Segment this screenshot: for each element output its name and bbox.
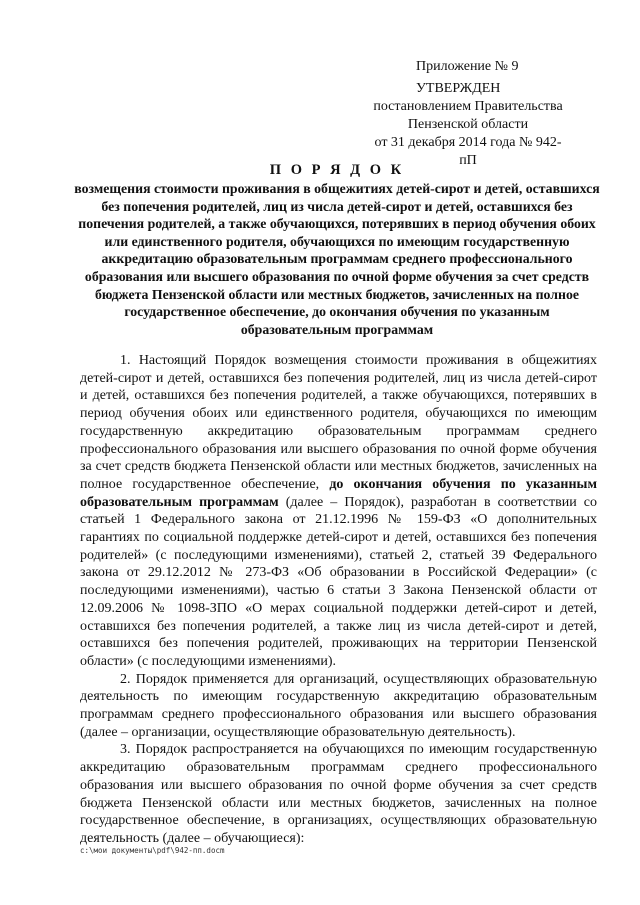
approval-header [372, 58, 602, 170]
approved-by-region: Пензенской области [407, 117, 529, 132]
document-subtitle: возмещения стоимости проживания в общежитиях детей-сирот и детей, оставшихся без попечения родителей, лиц из числа детей-сирот и детей, оставшихся без попечения родителей, а также обучающихся, потерявших в период обучения обоих или единственного родителя, обучающихся по имеющим государственную аккредитацию образовательным программам среднего профессионального образования или высшего образования по очной форме обучения за счет средств бюджета Пензенской области или местных бюджетов, зачисленных на полное государственное обеспечение, до окончания обучения по указанным образовательным программам [74, 181, 600, 337]
paragraph-1-bold: до окончания обучения по указанным образовательным программам [80, 476, 597, 510]
file-path-footer: c:\мои документы\pdf\942-пп.docm [80, 846, 225, 855]
paragraph-2: 2. Порядок применяется для организаций, осуществляющих образовательную деятельность по имеющим государственную аккредитацию образовательным программам среднего профессионального образования или высшего образования (далее – организации, осуществляющие образовательную деятельность). [80, 671, 597, 740]
appendix-number: Приложение № 9 [416, 59, 519, 74]
document-title-block [72, 160, 602, 338]
paragraph-1-start: 1. Настоящий Порядок возмещения стоимости проживания в общежитиях детей-сирот и детей, оставшихся без попечения родителей, лиц из числа детей-сирот и детей, оставшихся без попечения родителей, а также обучающихся, потерявших в период обучения обоих или единственного родителя, обучающихся по имеющим государственную аккредитацию образовательным программам среднего профессионального образования или высшего образования по очной форме обучения за счет средств бюджета Пензенской области или местных бюджетов, зачисленных на полное государственное обеспечение, [80, 353, 597, 492]
approved-by-date: от 31 декабря 2014 года № 942-пП [374, 135, 562, 168]
paragraph-1-end: (далее – Порядок), разработан в соответствии со статьей 1 Федерального закона от 21.12.1996 № 159-ФЗ «О дополнительных гарантиях по социальной поддержке детей-сирот и детей, оставшихся без попечения родителей» (с последующими изменениями), статьей 2, статьей 39 Федерального закона от 29.12.2012 № 273-ФЗ «Об образовании в Российской Федерации» (с последующими изменениями), частью 6 статьи 3 Закона Пензенской области от 12.09.2006 № 1098-ЗПО «О мерах социальной поддержки детей-сирот и детей, оставшихся без попечения родителей, а также лиц из числа детей-сирот и детей, оставшихся без попечения родителей, проживающих на территории Пензенской области» (с последующими изменениями). [80, 494, 597, 669]
paragraph-3: 3. Порядок распространяется на обучающихся по имеющим государственную аккредитацию образовательным программам среднего профессионального образования или высшего образования по очной форме обучения за счет средств бюджета Пензенской области или местных бюджетов, зачисленных на полное государственное обеспечение, в организациях, осуществляющих образовательную деятельность (далее – обучающиеся): [80, 742, 597, 846]
approved-by-line: постановлением Правительства [373, 99, 563, 114]
approved-label: УТВЕРЖДЕН [416, 81, 501, 96]
document-title: П О Р Я Д О К [269, 162, 405, 178]
document-body [80, 352, 597, 848]
paragraph-1 [80, 352, 597, 671]
